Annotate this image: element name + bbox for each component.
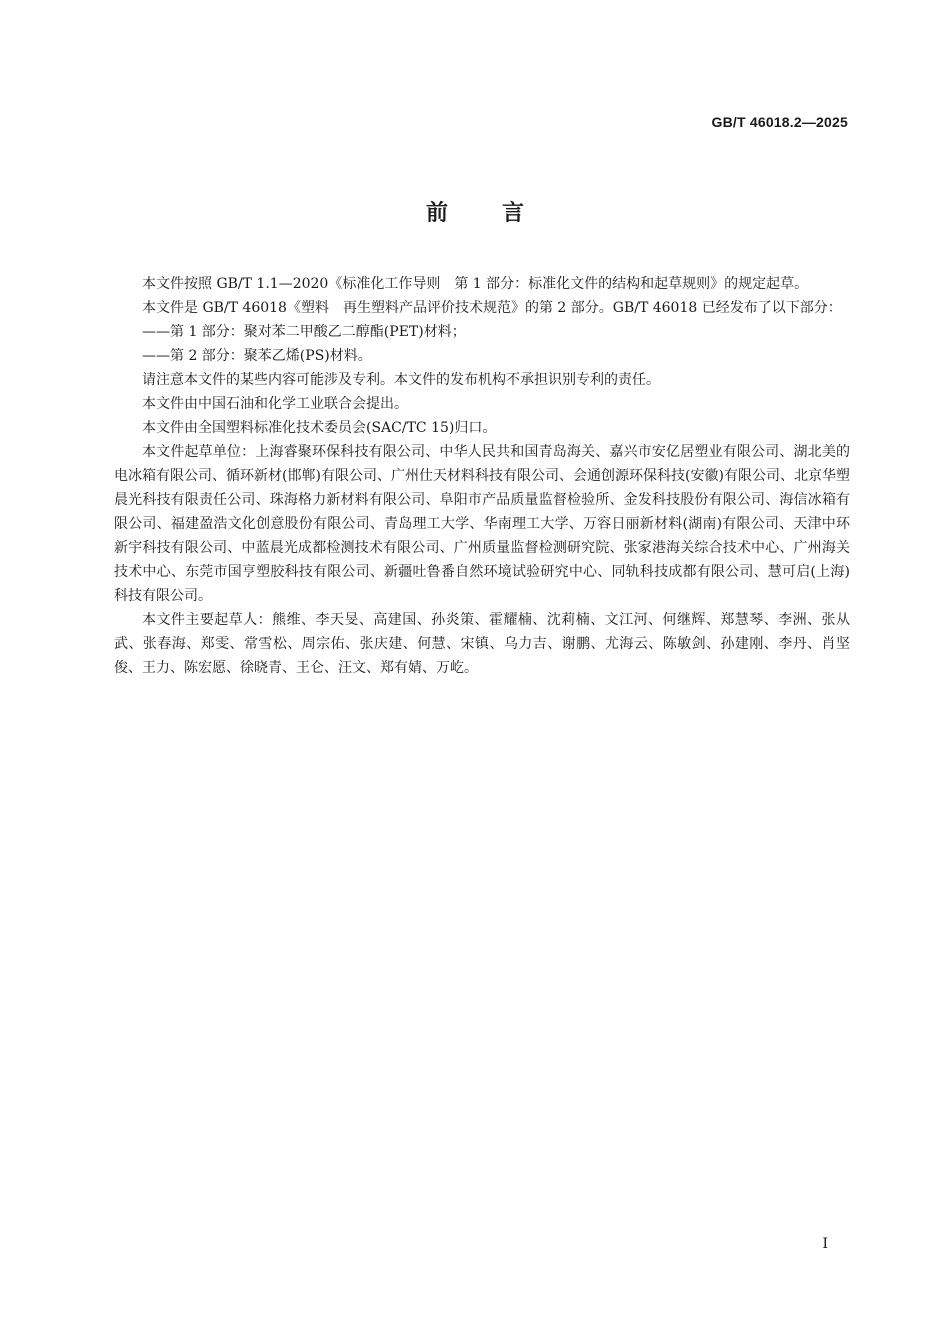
page-number: I — [822, 1236, 828, 1252]
list-item-part-2: ——第 2 部分：聚苯乙烯(PS)材料。 — [142, 348, 372, 364]
paragraph-patent-notice: 请注意本文件的某些内容可能涉及专利。本文件的发布机构不承担识别专利的责任。 — [142, 372, 660, 388]
standard-code: GB/T 46018.2—2025 — [711, 114, 848, 130]
foreword-body — [114, 272, 850, 680]
paragraph-proposed-by: 本文件由中国石油和化学工业联合会提出。 — [142, 396, 408, 412]
paragraph-drafters: 本文件主要起草人：熊维、李天旻、高建国、孙炎策、霍耀楠、沈莉楠、文江河、何继辉、郑慧琴、李洲、张从武、张春海、郑雯、常雪松、周宗佑、张庆建、何慧、宋镇、乌力吉、谢鹏、尤海云、陈敏剑、孙建刚、李丹、肖坚俊、王力、陈宏愿、徐晓青、王仑、汪文、郑有婧、万屹。 — [114, 612, 850, 676]
paragraph-series-parts: 本文件是 GB/T 46018《塑料 再生塑料产品评价技术规范》的第 2 部分。GB/T 46018 已经发布了以下部分： — [142, 300, 842, 316]
page-title: 前言 — [425, 201, 578, 226]
paragraph-centralized-by: 本文件由全国塑料标准化技术委员会(SAC/TC 15)归口。 — [142, 420, 497, 436]
paragraph-drafting-rules: 本文件按照 GB/T 1.1—2020《标准化工作导则 第 1 部分：标准化文件的结构和起草规则》的规定起草。 — [142, 276, 809, 292]
list-item-part-1: ——第 1 部分：聚对苯二甲酸乙二醇酯(PET)材料； — [142, 324, 466, 340]
paragraph-drafting-units: 本文件起草单位：上海睿聚环保科技有限公司、中华人民共和国青岛海关、嘉兴市安亿居塑业有限公司、湖北美的电冰箱有限公司、循环新材(邯郸)有限公司、广州仕天材料科技有限公司、会通创源环保科技(安徽)有限公司、北京华塑晨光科技有限责任公司、珠海格力新材料有限公司、阜阳市产品质量监督检验所、金发科技股份有限公司、海信冰箱有限公司、福建盈浩文化创意股份有限公司、青岛理工大学、华南理工大学、万容日丽新材料(湖南)有限公司、天津中环新宇科技有限公司、中蓝晨光成都检测技术有限公司、广州质量监督检测研究院、张家港海关综合技术中心、广州海关技术中心、东莞市国亨塑胶科技有限公司、新疆吐鲁番自然环境试验研究中心、同轨科技成都有限公司、慧可启(上海)科技有限公司。 — [114, 444, 850, 604]
